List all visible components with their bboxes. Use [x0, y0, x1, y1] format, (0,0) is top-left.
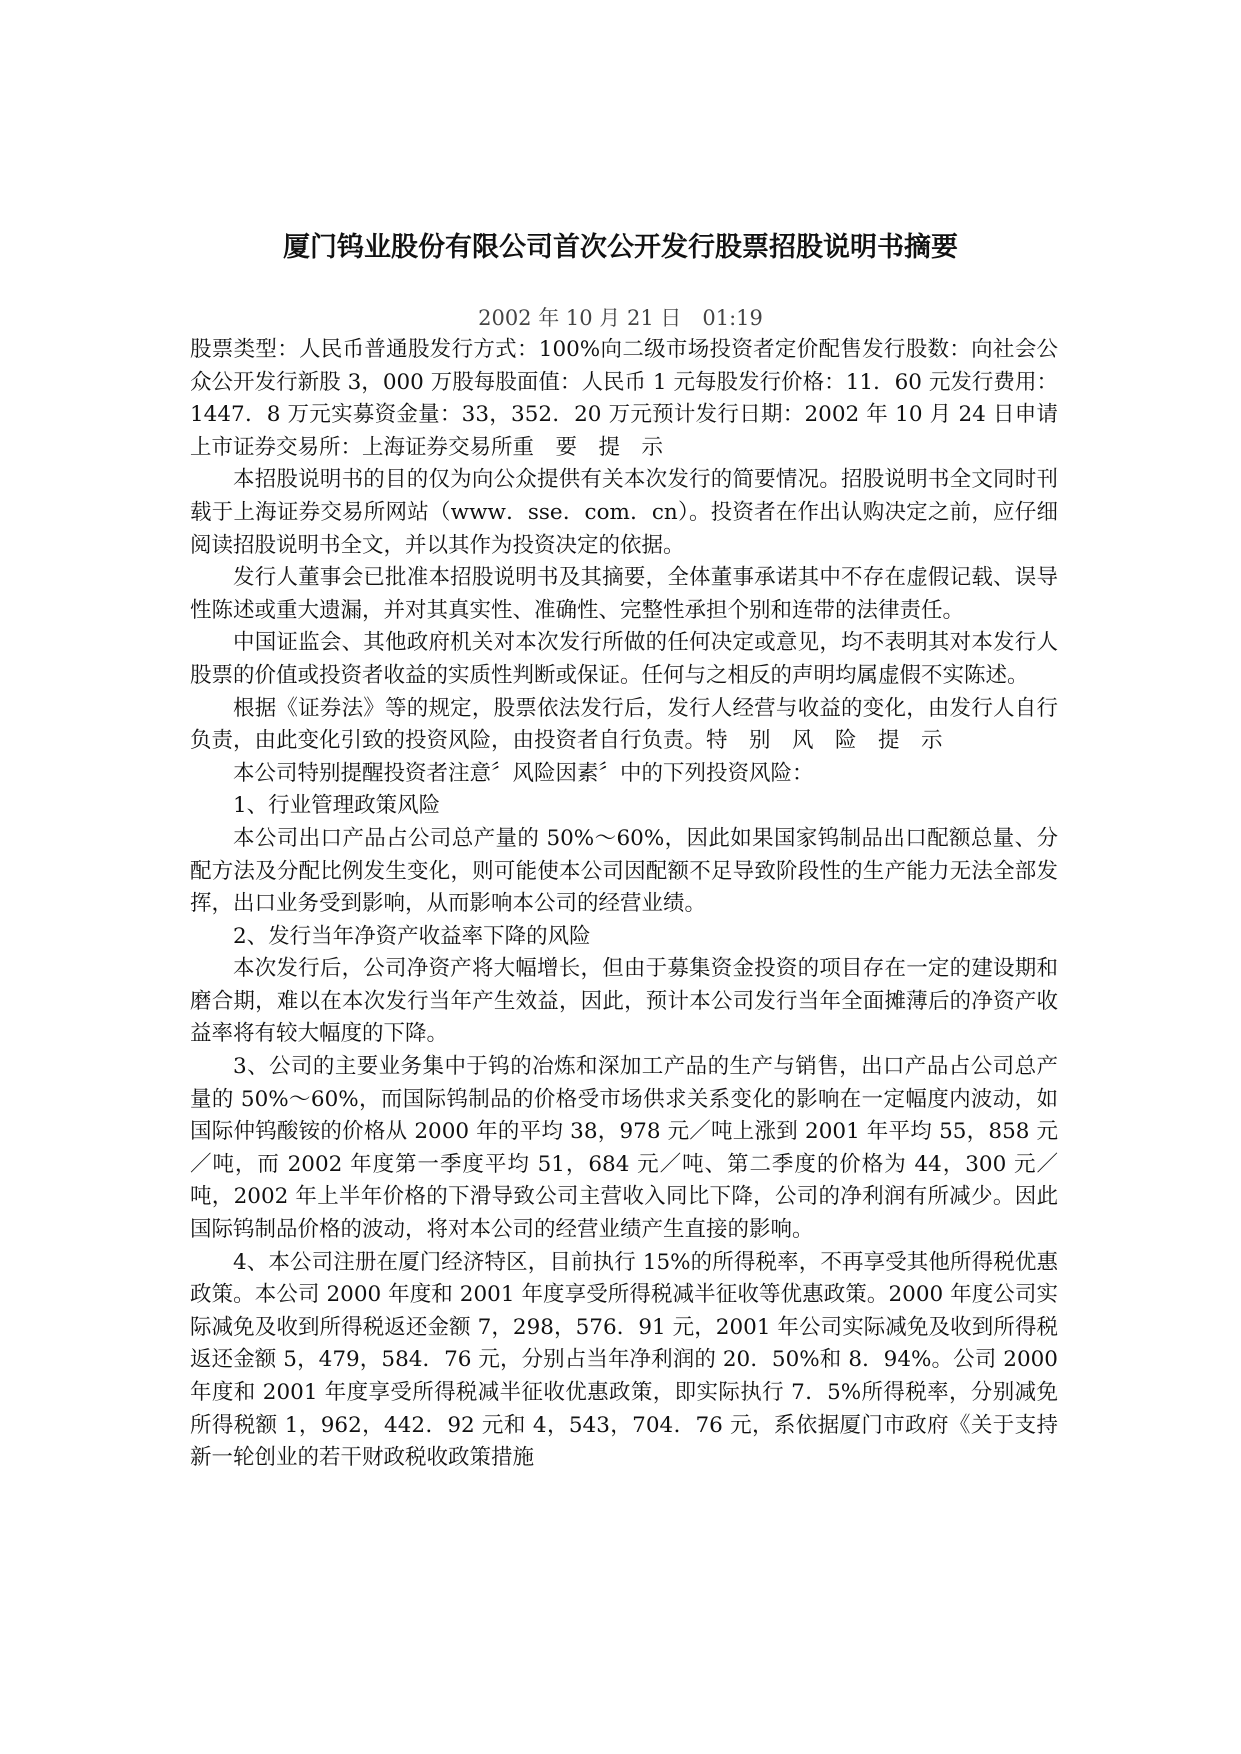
paragraph: 本招股说明书的目的仅为向公众提供有关本次发行的简要情况。招股说明书全文同时刊载于上海证券交易所网站（www．sse．com．cn）。投资者在作出认购决定之前，应仔细阅读招股说明书全文，并以其作为投资决定的依据。 — [190, 467, 1058, 558]
paragraph: 4、本公司注册在厦门经济特区，目前执行 15%的所得税率，不再享受其他所得税优惠政策。本公司 2000 年度和 2001 年度享受所得税减半征收等优惠政策。2000 年度公司实际减免及收到所得税返还金额 7，298，576．91 元，2001 年公司实际减免及收到所得税返还金额 5，479，584．76 元，分别占当年净利润的 20．50%和 8．94%。公司 2000 年度和 2001 年度享受所得税减半征收优惠政策，即实际执行 7．5%所得税率，分别减免所得税额 1，962，442．92 元和 4，543，704．76 元，系依据厦门市政府《关于支持新一轮创业的若干财政税收政策措施 — [190, 1249, 1058, 1471]
paragraph: 3、公司的主要业务集中于钨的冶炼和深加工产品的生产与销售，出口产品占公司总产量的 50%～60%，而国际钨制品的价格受市场供求关系变化的影响在一定幅度内波动，如国际仲钨酸铵的价格从 2000 年的平均 38，978 元／吨上涨到 2001 年平均 55，858 元／吨，而 2002 年度第一季度平均 51，684 元／吨、第二季度的价格为 44，300 元／吨，2002 年上半年价格的下滑导致公司主营收入同比下降，公司的净利润有所减少。因此国际钨制品价格的波动，将对本公司的经营业绩产生直接的影响。 — [190, 1054, 1058, 1243]
paragraph: 1、行业管理政策风险 — [233, 793, 441, 819]
publish-date: 2002 年 10 月 21 日 01:19 — [478, 306, 763, 330]
paragraph: 本次发行后，公司净资产将大幅增长，但由于募集资金投资的项目存在一定的建设期和磨合期，难以在本次发行当年产生效益，因此，预计本公司发行当年全面摊薄后的净资产收益率将有较大幅度的下降。 — [190, 956, 1058, 1047]
paragraph: 2、发行当年净资产收益率下降的风险 — [233, 923, 591, 949]
paragraph: 中国证监会、其他政府机关对本次发行所做的任何决定或意见，均不表明其对本发行人股票的价值或投资者收益的实质性判断或保证。任何与之相反的声明均属虚假不实陈述。 — [190, 630, 1058, 688]
paragraph: 发行人董事会已批准本招股说明书及其摘要，全体董事承诺其中不存在虚假记载、误导性陈述或重大遗漏，并对其真实性、准确性、完整性承担个别和连带的法律责任。 — [190, 565, 1058, 623]
paragraph: 本公司特别提醒投资者注意〞风险因素〞中的下列投资风险： — [233, 760, 814, 786]
paragraph: 股票类型：人民币普通股发行方式：100%向二级市场投资者定价配售发行股数：向社会公众公开发行新股 3，000 万股每股面值：人民币 1 元每股发行价格：11．60 元发行费用：1447．8 万元实募资金量：33，352．20 万元预计发行日期：2002 年 10 月 24 日申请上市证券交易所：上海证券交易所重 要 提 示 — [190, 337, 1058, 460]
document-body — [190, 334, 1058, 1475]
document-title: 厦门钨业股份有限公司首次公开发行股票招股说明书摘要 — [283, 232, 958, 263]
paragraph: 根据《证券法》等的规定，股票依法发行后，发行人经营与收益的变化，由发行人自行负责，由此变化引致的投资风险，由投资者自行负责。特 别 风 险 提 示 — [190, 695, 1058, 754]
paragraph: 本公司出口产品占公司总产量的 50%～60%，因此如果国家钨制品出口配额总量、分配方法及分配比例发生变化，则可能使本公司因配额不足导致阶段性的生产能力无法全部发挥，出口业务受到影响，从而影响本公司的经营业绩。 — [190, 825, 1058, 917]
